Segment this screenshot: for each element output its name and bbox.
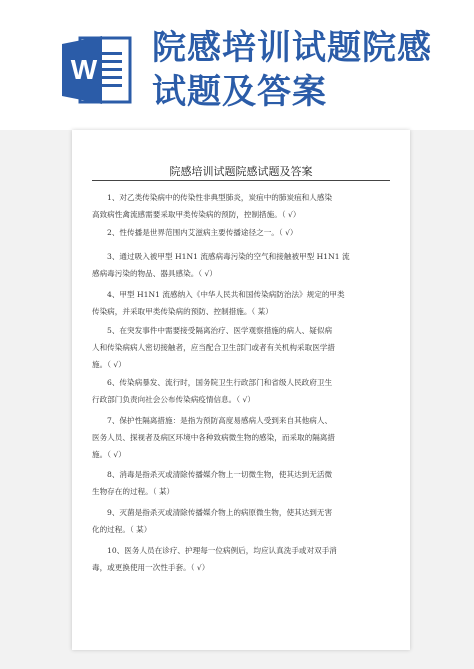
banner-title (152, 26, 462, 114)
banner-title-line-2: 试题及答案 (152, 72, 327, 112)
document-banner (0, 0, 474, 130)
word-document-icon (62, 34, 132, 106)
question-5 (92, 322, 392, 373)
question-2-line-1: 2、性传播是世界范围内艾滋病主要传播途径之一。（ √） (107, 228, 298, 237)
question-2 (92, 224, 392, 241)
question-9-line-1: 9、灭菌是指杀灭或清除传播媒介物上的病原微生物，使其达到无害 (107, 508, 333, 517)
question-4-line-2: 传染病，并采取甲类传染病的预防、控制措施。（ 某） (92, 307, 273, 316)
question-1-line-1: 1、对乙类传染病中的传染性非典型肺炎，炭疽中的肺炭疽和人感染 (107, 193, 333, 202)
title-underline (92, 180, 390, 181)
question-10 (92, 542, 392, 576)
question-10-line-1: 10、医务人员在诊疗、护理每一位病例后，均应认真洗手或对双手消 (107, 546, 337, 555)
question-4 (92, 286, 392, 320)
question-1-line-2: 高致病性禽流感需要采取甲类传染病的预防，控制措施。（ √） (92, 210, 301, 219)
banner-title-line-1: 院感培训试题院感 (152, 28, 432, 68)
question-3-line-1: 3、通过吸入被甲型 H1N1 流感病毒污染的空气和接触被甲型 H1N1 流 (107, 252, 350, 261)
question-6 (92, 374, 392, 408)
question-5-line-3: 施。（ √） (92, 360, 126, 369)
question-6-line-2: 行政部门负责向社会公布传染病疫情信息。（ √） (92, 395, 255, 404)
question-8-line-1: 8、消毒是指杀灭或清除传播媒介物上一切微生物，使其达到无活微 (107, 470, 333, 479)
question-3-line-2: 感病毒污染的物品、器具感染。（ √） (92, 269, 217, 278)
question-9-line-2: 化的过程。（ 某） (92, 525, 152, 534)
question-5-line-1: 5、在突发事件中需要接受隔离治疗、医学观察措施的病人、疑似病 (107, 326, 333, 335)
question-1 (92, 189, 392, 223)
document-title: 院感培训试题院感试题及答案 (169, 165, 313, 178)
word-icon-letter: W (70, 54, 98, 85)
document-page (72, 130, 410, 650)
question-10-line-2: 毒，或更换使用一次性手套。（ √） (92, 563, 210, 572)
question-4-line-1: 4、甲型 H1N1 流感纳入《中华人民共和国传染病防治法》规定的甲类 (107, 290, 345, 299)
question-7-line-1: 7、保护性隔离措施：是指为预防高度易感病人受到来自其他病人、 (107, 416, 333, 425)
question-7 (92, 412, 392, 463)
question-8-line-2: 生物存在的过程。（ 某） (92, 487, 175, 496)
question-6-line-1: 6、传染病暴发、流行时，国务院卫生行政部门和省级人民政府卫生 (107, 378, 333, 387)
question-5-line-2: 人和传染病病人密切接触者，应当配合卫生部门或者有关机构采取医学措 (92, 343, 335, 352)
question-7-line-3: 施。（ √） (92, 450, 126, 459)
question-8 (92, 466, 392, 500)
question-3 (92, 248, 392, 282)
question-9 (92, 504, 392, 538)
question-7-line-2: 医务人员、探视者及病区环境中各种致病微生物的感染，而采取的隔离措 (92, 433, 335, 442)
